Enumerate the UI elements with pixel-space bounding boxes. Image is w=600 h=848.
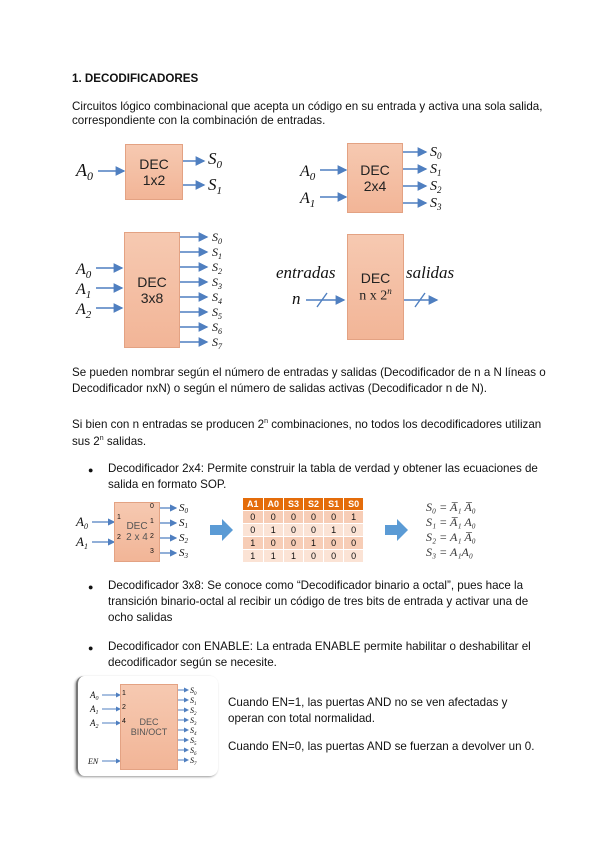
dec2x4-output-1: $S_1$	[430, 162, 442, 178]
small2x4-output-0: S0	[179, 502, 188, 515]
dec2x4-output-2: $S_2$	[430, 179, 442, 195]
small-2x4-block: DEC 2 x 4	[114, 502, 160, 562]
equation-s3: S₃ = A₁A₀	[426, 545, 474, 559]
intro-line-2: correspondiente con la combinación de entradas.	[72, 114, 326, 127]
dec-3x8-block: DEC 3x8	[124, 232, 180, 348]
right-arrow-icon	[210, 518, 234, 542]
small2x4-pin-out-3: 3	[150, 548, 154, 555]
table-header: A1	[243, 498, 264, 511]
dec3x8-output-2: $S_2$	[212, 260, 222, 276]
bin-oct-block: DEC BIN/OCT	[120, 684, 178, 770]
small2x4-pin-in-2: 2	[117, 534, 121, 541]
table-row: 1 1 1 0 0 0	[243, 550, 364, 563]
dec1x2-input-label: $A_0$	[76, 160, 93, 183]
bullet-dot-2: ●	[88, 582, 94, 592]
dec-2x4-block: DEC 2x4	[347, 143, 403, 213]
dec2x4-output-0: $S_0$	[430, 145, 442, 161]
table-header: S2	[304, 498, 324, 511]
dec3x8-output-7: $S_7$	[212, 335, 222, 351]
bin-oct-pin-4: 4	[122, 718, 126, 725]
en1-line-1: Cuando EN=1, las puertas AND no se ven afectadas y	[228, 696, 508, 709]
bullet1-line-2: salida en formato SOP.	[108, 478, 227, 491]
table-header: A0	[263, 498, 284, 511]
dec3x8-output-1: $S_1$	[212, 245, 222, 261]
intro-line-1: Circuitos lógico combinacional que acepta un código en su entrada y activa una sola salida,	[72, 100, 543, 113]
svg-text:S3: $S_3$	[190, 716, 197, 727]
dec3x8-input-0: $A_0$	[76, 261, 92, 281]
dec1x2-output-1: $S_1$	[208, 175, 222, 197]
small2x4-output-2: S2	[179, 532, 188, 545]
small2x4-pin-out-1: 1	[150, 518, 154, 525]
table-row: 1 0 0 1 0 0	[243, 537, 364, 550]
table-header: S3	[284, 498, 304, 511]
dec2x4-input-1: $A_1$	[300, 190, 316, 210]
dec3x8-input-2: $A_2$	[76, 301, 92, 321]
bullet3-line-1: Decodificador con ENABLE: La entrada ENABLE permite habilitar o deshabilitar el	[108, 640, 531, 653]
dec3x8-output-0: $S_0$	[212, 230, 222, 246]
bullet1-line-1: Decodificador 2x4: Permite construir la tabla de verdad y obtener las ecuaciones de	[108, 462, 538, 475]
equation-s2: S₂ = A₁ A̅₀	[426, 530, 476, 544]
dec3x8-output-4: $S_4$	[212, 290, 222, 306]
dec-n-size-label: n x 2$^n$	[359, 285, 392, 304]
dec3x8-output-5: $S_5$	[212, 305, 222, 321]
dec-n-inputs-label: entradas	[276, 263, 336, 282]
svg-text:S5: $S_5$	[190, 736, 197, 747]
table-header: S1	[324, 498, 344, 511]
bin-oct-en-label: EN	[88, 757, 99, 766]
equation-s0: S₀ = A̅₁ A̅₀	[426, 500, 476, 514]
table-header: S0	[344, 498, 364, 511]
bullet2-line-2: transición binario-octal al recibir un código de tres bits de entrada y activar una de	[108, 595, 529, 608]
bin-oct-pin-1: 1	[122, 690, 126, 697]
small2x4-input-0: $A_0$	[76, 514, 88, 531]
truth-table	[242, 497, 364, 563]
dec-1x2-block: DEC 1x2	[125, 144, 183, 200]
dec1x2-output-0: $S_0$	[208, 149, 222, 171]
dec-n-block: DEC n x 2$^n$	[347, 234, 404, 340]
sop-equations	[426, 500, 476, 560]
dec3x8-output-6: $S_6$	[212, 320, 222, 336]
en0-line: Cuando EN=0, las puertas AND se fuerzan a devolver un 0.	[228, 740, 535, 753]
equation-s1: S₁ = A̅₁ A₀	[426, 515, 476, 529]
bullet2-line-1: Decodificador 3x8: Se conoce como “Decodificador binario a octal”, pues hace la	[108, 579, 524, 592]
section-heading: 1. DECODIFICADORES	[72, 72, 199, 85]
small2x4-input-1: $A_1$	[76, 534, 88, 551]
dec2x4-input-0: $A_0$	[300, 163, 316, 183]
dec3x8-output-3: $S_3$	[212, 275, 222, 291]
dec3x8-input-1: $A_1$	[76, 281, 92, 301]
svg-text:A2: $A_2$	[90, 718, 99, 730]
small2x4-pin-out-2: 2	[150, 533, 154, 540]
small2x4-output-3: S3	[179, 547, 188, 560]
dec-n-outputs-label: salidas	[406, 263, 455, 282]
svg-text:S0: $S_0$	[190, 686, 197, 697]
svg-text:S1: $S_1$	[190, 696, 197, 707]
para2-line-1: Si bien con n entradas se producen 2$^n$ combinaciones, no todos los decodificadores utilizan	[72, 417, 542, 431]
table-row: 0 1 0 0 1 0	[243, 524, 364, 537]
svg-text:S6: $S_6$	[190, 746, 197, 757]
en1-line-2: operan con total normalidad.	[228, 712, 375, 725]
svg-text:A1: $A_1$	[90, 704, 99, 716]
svg-text:S2: $S_2$	[190, 706, 197, 717]
svg-text:S4: $S_4$	[190, 726, 197, 737]
bullet-dot-3: ●	[88, 643, 94, 653]
small2x4-pin-out-0: 0	[150, 503, 154, 510]
right-arrow-icon	[385, 518, 409, 542]
bullet2-line-3: ocho salidas	[108, 611, 173, 624]
dec-n-n-label: n	[292, 289, 301, 308]
para1-line-1: Se pueden nombrar según el número de entradas y salidas (Decodificador de n a N líneas o	[72, 366, 546, 379]
para2-line-2: sus 2$^n$ salidas.	[72, 434, 147, 448]
dec2x4-output-3: $S_3$	[430, 196, 442, 212]
table-row: 0 0 0 0 0 1	[243, 511, 364, 524]
svg-text:S7: $S_7$	[190, 756, 197, 767]
bullet3-line-2: decodificador según se necesite.	[108, 656, 277, 669]
para1-line-2: Decodificador nxN) o según el número de salidas activas (Decodificador n de N).	[72, 382, 488, 395]
small2x4-output-1: S1	[179, 517, 188, 530]
small2x4-pin-in-1: 1	[117, 514, 121, 521]
svg-text:A0: $A_0$	[90, 690, 99, 702]
bin-oct-pin-2: 2	[122, 704, 126, 711]
bullet-dot-1: ●	[88, 465, 94, 475]
